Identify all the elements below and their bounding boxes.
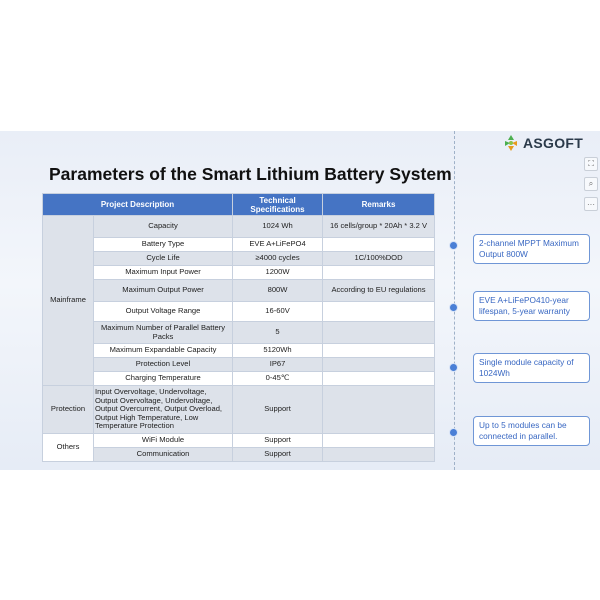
row-remark: 16 cells/group * 20Ah * 3.2 V — [323, 216, 435, 238]
spec-table — [42, 193, 435, 462]
row-spec: Support — [233, 434, 323, 448]
row-spec: 800W — [233, 280, 323, 302]
table-row — [43, 322, 435, 344]
header-remarks: Remarks — [323, 194, 435, 216]
table-row — [43, 386, 435, 434]
row-spec: 16-60V — [233, 302, 323, 322]
row-remark — [323, 322, 435, 344]
logo-mark-icon — [502, 135, 520, 151]
table-row — [43, 238, 435, 252]
table-row — [43, 344, 435, 358]
row-desc: Output Voltage Range — [94, 302, 233, 322]
row-desc: Charging Temperature — [94, 372, 233, 386]
row-remark: According to EU regulations — [323, 280, 435, 302]
timeline-dot — [449, 241, 458, 250]
table-row — [43, 302, 435, 322]
side-toolbar — [584, 157, 598, 211]
row-desc: Battery Type — [94, 238, 233, 252]
timeline-dot — [449, 428, 458, 437]
row-remark: 1C/100%DOD — [323, 252, 435, 266]
zoom-icon[interactable]: ⌕ — [584, 177, 598, 191]
page-title: Parameters of the Smart Lithium Battery System — [49, 164, 452, 184]
callout-capacity: Single module capacity of 1024Wh — [473, 353, 590, 383]
callout-lifespan: EVE A+LiFePO410-year lifespan, 5-year warranty — [473, 291, 590, 321]
row-remark — [323, 434, 435, 448]
row-spec: 1024 Wh — [233, 216, 323, 238]
category-protection: Protection — [43, 386, 94, 434]
row-remark — [323, 344, 435, 358]
table-row — [43, 280, 435, 302]
row-desc: Maximum Input Power — [94, 266, 233, 280]
row-remark — [323, 372, 435, 386]
brand-logo — [502, 135, 583, 151]
header-technical-specifications: Technical Specifications — [233, 194, 323, 216]
row-remark — [323, 266, 435, 280]
timeline-dot — [449, 363, 458, 372]
row-remark — [323, 238, 435, 252]
table-row — [43, 216, 435, 238]
table-row — [43, 434, 435, 448]
row-spec: IP67 — [233, 358, 323, 372]
row-spec: 5120Wh — [233, 344, 323, 358]
row-desc: Input Overvoltage, Undervoltage, Output Overvoltage, Undervoltage, Output Overcurrent, Output Overload, Output High Temperature, Low Temperature Protection — [94, 386, 233, 434]
row-remark — [323, 386, 435, 434]
row-remark — [323, 358, 435, 372]
table-header-row — [43, 194, 435, 216]
timeline-dot — [449, 303, 458, 312]
row-desc: Communication — [94, 448, 233, 462]
category-mainframe: Mainframe — [43, 216, 94, 386]
row-desc: Maximum Expandable Capacity — [94, 344, 233, 358]
table-row — [43, 358, 435, 372]
row-spec: 1200W — [233, 266, 323, 280]
row-spec: 0-45℃ — [233, 372, 323, 386]
row-spec: EVE A+LiFePO4 — [233, 238, 323, 252]
row-spec: ≥4000 cycles — [233, 252, 323, 266]
row-desc: Capacity — [94, 216, 233, 238]
slide — [0, 131, 600, 470]
callout-parallel: Up to 5 modules can be connected in parallel. — [473, 416, 590, 446]
row-desc: Maximum Output Power — [94, 280, 233, 302]
timeline-divider — [454, 131, 455, 470]
row-desc: WiFi Module — [94, 434, 233, 448]
row-remark — [323, 448, 435, 462]
row-remark — [323, 302, 435, 322]
row-spec: Support — [233, 386, 323, 434]
row-desc: Maximum Number of Parallel Battery Packs — [94, 322, 233, 344]
table-row — [43, 372, 435, 386]
callout-mppt: 2-channel MPPT Maximum Output 800W — [473, 234, 590, 264]
row-spec: 5 — [233, 322, 323, 344]
more-icon[interactable]: ··· — [584, 197, 598, 211]
table-row — [43, 252, 435, 266]
category-others: Others — [43, 434, 94, 462]
table-row — [43, 448, 435, 462]
expand-icon[interactable]: ⛶ — [584, 157, 598, 171]
table-row — [43, 266, 435, 280]
header-project-description: Project Description — [43, 194, 233, 216]
row-desc: Protection Level — [94, 358, 233, 372]
logo-text: ASGOFT — [523, 135, 584, 151]
row-spec: Support — [233, 448, 323, 462]
row-desc: Cycle Life — [94, 252, 233, 266]
